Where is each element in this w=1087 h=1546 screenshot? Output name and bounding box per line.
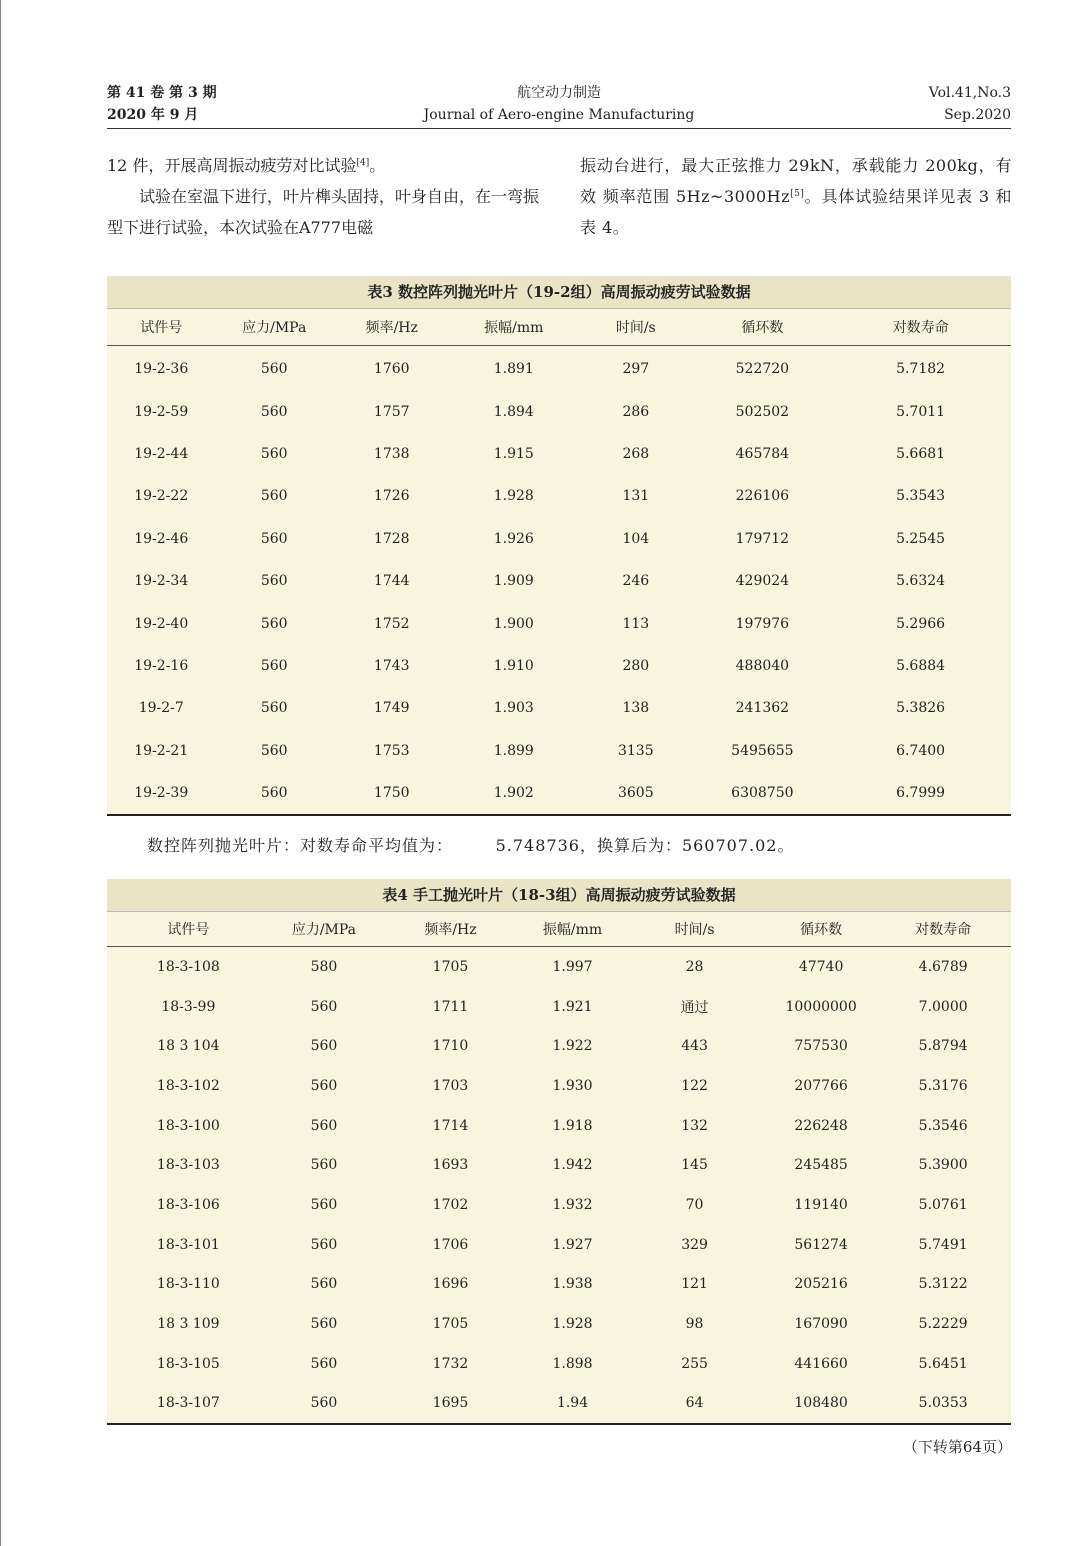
- paragraph-text: 12 件，开展高周振动疲劳对比试验: [107, 156, 357, 175]
- table-cell: 18-3-106: [156, 1196, 220, 1213]
- table-3-title: 表3 数控阵列抛光叶片（19-2组）高周振动疲劳试验数据: [107, 276, 1011, 309]
- table-cell: 64: [685, 1395, 704, 1412]
- table-cell: 329: [681, 1236, 708, 1253]
- table-cell: 560: [310, 1236, 338, 1253]
- table-cell: 145: [681, 1157, 708, 1174]
- table-cell: 19-2-59: [134, 403, 189, 420]
- header-right: [929, 82, 1011, 126]
- table-cell: 18-3-101: [156, 1236, 220, 1253]
- column-header: 时间/s: [577, 309, 695, 346]
- table-cell: 18 3 104: [157, 1038, 220, 1055]
- table-cell: 1.997: [552, 958, 593, 975]
- table-cell: 429024: [735, 573, 790, 590]
- table-cell: 443: [681, 1038, 708, 1055]
- paragraph-continued: [107, 150, 539, 181]
- table-cell: 5.7182: [896, 361, 946, 378]
- table-cell: 207766: [794, 1077, 848, 1094]
- table-cell: 522720: [735, 361, 790, 378]
- table-cell: 1695: [432, 1395, 469, 1412]
- table-cell: 560: [260, 530, 288, 547]
- table-cell: 5495655: [731, 742, 794, 759]
- header-volume: 第 41 卷 第 3 期: [107, 85, 217, 101]
- table-cell: 1702: [432, 1196, 469, 1213]
- table-cell: 1.930: [552, 1077, 593, 1094]
- table-row: [107, 1225, 1011, 1265]
- table-row: [107, 687, 1011, 729]
- table-cell: 1.898: [552, 1355, 593, 1372]
- table-cell: 10000000: [785, 998, 857, 1015]
- table-cell: 1693: [432, 1157, 469, 1174]
- table-row: [107, 1344, 1011, 1384]
- table-cell: 5.3543: [896, 488, 946, 505]
- table-cell: 5.7011: [896, 403, 946, 420]
- column-header: 频率/Hz: [378, 912, 523, 947]
- table-cell: 1.927: [552, 1236, 593, 1253]
- table-cell: 167090: [794, 1316, 848, 1333]
- table-cell: 1.903: [493, 700, 534, 717]
- table-row: [107, 433, 1011, 475]
- table-cell: 1714: [432, 1117, 469, 1134]
- table-cell: 131: [622, 488, 650, 505]
- column-header: 应力/MPa: [215, 309, 333, 346]
- table-cell: 19-2-44: [134, 445, 189, 462]
- page-border: [0, 0, 1, 1546]
- paragraph-text-end: 。: [369, 156, 386, 175]
- table-cell: 1703: [432, 1077, 469, 1094]
- table-3-body: [107, 346, 1011, 815]
- table-cell: 5.7491: [918, 1236, 968, 1253]
- table-cell: 108480: [794, 1395, 848, 1412]
- table-cell: 47740: [798, 958, 844, 975]
- table-cell: 1743: [373, 657, 410, 674]
- continued-note: （下转第64页）: [902, 1438, 1012, 1456]
- summary-line: 数控阵列抛光叶片：对数寿命平均值为： 5.748736，换算后为：560707.02。: [147, 836, 795, 855]
- header-center: [107, 82, 1011, 126]
- table-cell: 5.2229: [918, 1316, 968, 1333]
- table-cell: 5.2545: [896, 530, 946, 547]
- table-row: [107, 1265, 1011, 1305]
- table-cell: 1757: [373, 403, 410, 420]
- table-cell: 226248: [794, 1117, 848, 1134]
- table-cell: 560: [310, 998, 338, 1015]
- table-cell: 560: [310, 1395, 338, 1412]
- table-row: [107, 987, 1011, 1027]
- header-date-en: Sep.2020: [944, 107, 1011, 123]
- table-cell: 通过: [680, 999, 709, 1016]
- table-cell: 1.938: [552, 1276, 593, 1293]
- table-3: [107, 276, 1011, 816]
- table-row: [107, 1026, 1011, 1066]
- table-row: [107, 390, 1011, 432]
- table-cell: 7.0000: [918, 998, 968, 1015]
- journal-title-en: Journal of Aero-engine Manufacturing: [423, 107, 695, 123]
- table-row: [107, 602, 1011, 644]
- table-row: [107, 560, 1011, 602]
- table-cell: 560: [260, 488, 288, 505]
- column-header: 对数寿命: [875, 912, 1011, 947]
- table-cell: 119140: [794, 1196, 848, 1213]
- table-cell: 560: [310, 1316, 338, 1333]
- table-cell: 1.932: [552, 1196, 593, 1213]
- table-cell: 1726: [373, 488, 410, 505]
- column-header: 对数寿命: [830, 309, 1011, 346]
- table-cell: 560: [260, 785, 288, 802]
- table-cell: 1738: [373, 445, 410, 462]
- table-cell: 560: [260, 573, 288, 590]
- table-3-grid: [107, 309, 1011, 814]
- table-cell: 19-2-16: [134, 657, 189, 674]
- table-cell: 560: [260, 445, 288, 462]
- table-cell: 1.909: [493, 573, 534, 590]
- table-cell: 98: [685, 1316, 704, 1333]
- column-header: 试件号: [107, 309, 215, 346]
- table-cell: 1749: [373, 700, 410, 717]
- table-row: [107, 947, 1011, 987]
- table-cell: 18-3-108: [156, 958, 220, 975]
- table-row: [107, 475, 1011, 517]
- column-header: 循环数: [695, 309, 831, 346]
- table-cell: 1728: [373, 530, 410, 547]
- table-cell: 1.899: [493, 742, 534, 759]
- table-cell: 560: [310, 1196, 338, 1213]
- table-cell: 6.7999: [896, 785, 946, 802]
- table-row: [107, 1106, 1011, 1146]
- header-rule: [107, 128, 1011, 129]
- table-cell: 255: [681, 1355, 708, 1372]
- table-cell: 560: [260, 403, 288, 420]
- table-row: [107, 1185, 1011, 1225]
- table-cell: 1705: [432, 958, 469, 975]
- table-cell: 1.928: [552, 1316, 593, 1333]
- table-cell: 122: [681, 1077, 708, 1094]
- table-cell: 560: [310, 1276, 338, 1293]
- table-cell: 465784: [735, 445, 790, 462]
- table-4-body: [107, 947, 1011, 1424]
- table-cell: 5.8794: [918, 1038, 968, 1055]
- table-cell: 1.942: [552, 1157, 593, 1174]
- table-cell: 1705: [432, 1316, 469, 1333]
- table-cell: 1.902: [493, 785, 534, 802]
- table-cell: 1.894: [493, 403, 534, 420]
- table-cell: 1744: [373, 573, 410, 590]
- table-cell: 5.3826: [896, 700, 946, 717]
- citation-ref: [5]: [790, 189, 805, 199]
- table-cell: 18-3-100: [156, 1117, 220, 1134]
- table-cell: 286: [622, 403, 650, 420]
- table-row: [107, 1145, 1011, 1185]
- table-cell: 560: [310, 1117, 338, 1134]
- table-cell: 1.922: [552, 1038, 593, 1055]
- table-cell: 18-3-105: [156, 1355, 220, 1372]
- table-cell: 28: [685, 958, 704, 975]
- table-cell: 241362: [735, 700, 790, 717]
- table-cell: 268: [622, 445, 650, 462]
- table-cell: 560: [310, 1355, 338, 1372]
- table-row: [107, 1304, 1011, 1344]
- table-cell: 488040: [735, 657, 790, 674]
- table-cell: 560: [260, 657, 288, 674]
- table-cell: 19-2-21: [134, 742, 189, 759]
- table-cell: 1696: [432, 1276, 469, 1293]
- table-cell: 1750: [373, 785, 410, 802]
- table-row: [107, 346, 1011, 391]
- column-header: 振幅/mm: [523, 912, 622, 947]
- column-header: 循环数: [767, 912, 875, 947]
- table-4-title: 表4 手工抛光叶片（18-3组）高周振动疲劳试验数据: [107, 879, 1011, 912]
- table-cell: 6.7400: [896, 742, 946, 759]
- table-cell: 1.928: [493, 488, 534, 505]
- table-cell: 70: [685, 1196, 704, 1213]
- table-cell: 1711: [432, 998, 469, 1015]
- table-cell: 560: [260, 615, 288, 632]
- table-header-row: [107, 912, 1011, 947]
- table-cell: 297: [622, 361, 650, 378]
- running-header: [107, 82, 1011, 128]
- table-cell: 19-2-39: [134, 785, 189, 802]
- table-cell: 4.6789: [918, 958, 968, 975]
- table-cell: 19-2-46: [134, 530, 189, 547]
- table-cell: 1.915: [493, 445, 534, 462]
- table-cell: 113: [622, 615, 650, 632]
- table-row: [107, 1384, 1011, 1424]
- table-cell: 5.0353: [918, 1395, 968, 1412]
- table-cell: 560: [310, 1157, 338, 1174]
- paragraph-test-setup: 试验在室温下进行，叶片榫头固持，叶身自由，在一弯振型下进行试验，本次试验在A777电磁: [107, 187, 540, 237]
- table-cell: 19-2-22: [134, 488, 189, 505]
- table-cell: 132: [681, 1117, 708, 1134]
- column-header: 应力/MPa: [270, 912, 378, 947]
- table-cell: 104: [622, 530, 650, 547]
- table-cell: 560: [260, 742, 288, 759]
- table-cell: 1.918: [552, 1117, 593, 1134]
- table-cell: 1.891: [493, 361, 534, 378]
- body-column-left: [107, 150, 539, 243]
- table-cell: 560: [260, 361, 288, 378]
- table-4-grid: [107, 912, 1011, 1423]
- table-header-row: [107, 309, 1011, 346]
- table-cell: 280: [622, 657, 650, 674]
- table-cell: 1752: [373, 615, 410, 632]
- table-cell: 502502: [735, 403, 790, 420]
- table-cell: 205216: [794, 1276, 848, 1293]
- table-cell: 138: [622, 700, 650, 717]
- table-cell: 5.6884: [896, 657, 946, 674]
- citation-ref: [4]: [356, 158, 370, 168]
- table-cell: 560: [310, 1077, 338, 1094]
- column-header: 频率/Hz: [333, 309, 451, 346]
- table-cell: 561274: [794, 1236, 848, 1253]
- table-cell: 18-3-99: [161, 998, 216, 1015]
- table-cell: 18-3-102: [156, 1077, 220, 1094]
- table-cell: 5.6324: [896, 573, 946, 590]
- table-cell: 5.0761: [918, 1196, 968, 1213]
- table-4: [107, 879, 1011, 1425]
- table-cell: 18-3-107: [156, 1395, 220, 1412]
- table-cell: 19-2-36: [134, 361, 189, 378]
- table-cell: 1753: [373, 742, 410, 759]
- table-cell: 560: [310, 1038, 338, 1055]
- table-cell: 1732: [432, 1355, 469, 1372]
- table-row: [107, 772, 1011, 814]
- table-cell: 757530: [794, 1038, 848, 1055]
- journal-title-cn: 航空动力制造: [517, 85, 601, 101]
- table-cell: 6308750: [731, 785, 794, 802]
- table-cell: 3605: [617, 785, 654, 802]
- table-cell: 1706: [432, 1236, 469, 1253]
- table-cell: 1.94: [556, 1395, 589, 1412]
- body-column-right: [580, 150, 1012, 243]
- table-cell: 18 3 109: [157, 1316, 220, 1333]
- paragraph-right: [580, 150, 1012, 243]
- table-row: [107, 1066, 1011, 1106]
- header-vol-en: Vol.41,No.3: [928, 85, 1011, 101]
- table-cell: 197976: [735, 615, 790, 632]
- table-cell: 1.921: [552, 998, 593, 1015]
- column-header: 试件号: [107, 912, 270, 947]
- table-cell: 19-2-40: [134, 615, 189, 632]
- table-cell: 5.3546: [918, 1117, 968, 1134]
- table-cell: 560: [260, 700, 288, 717]
- header-date-cn: 2020 年 9 月: [107, 107, 199, 123]
- column-header: 振幅/mm: [451, 309, 578, 346]
- table-cell: 19-2-34: [134, 573, 189, 590]
- table-cell: 245485: [794, 1157, 848, 1174]
- paragraph-text-end: 。具体试验结果详见表 3 和表 4。: [580, 187, 1012, 237]
- table-cell: 1.926: [493, 530, 534, 547]
- table-cell: 179712: [735, 530, 790, 547]
- table-cell: 5.3176: [918, 1077, 968, 1094]
- table-cell: 1.910: [493, 657, 534, 674]
- table-cell: 580: [310, 958, 338, 975]
- table-row: [107, 645, 1011, 687]
- column-header: 时间/s: [622, 912, 767, 947]
- table-cell: 5.2966: [896, 615, 946, 632]
- table-row: [107, 730, 1011, 772]
- table-cell: 1710: [432, 1038, 469, 1055]
- table-cell: 19-2-7: [138, 700, 184, 717]
- table-cell: 246: [622, 573, 650, 590]
- table-cell: 1760: [373, 361, 410, 378]
- table-row: [107, 518, 1011, 560]
- table-cell: 226106: [735, 488, 790, 505]
- paragraph-text: 振动台进行，最大正弦推力 29kN，承载能力 200kg，有效 频率范围 5Hz~3000Hz: [580, 156, 1012, 206]
- table-cell: 1.900: [493, 615, 534, 632]
- table-cell: 18-3-103: [156, 1157, 220, 1174]
- table-cell: 5.3122: [918, 1276, 968, 1293]
- table-cell: 5.3900: [918, 1157, 968, 1174]
- table-cell: 121: [681, 1276, 708, 1293]
- table-cell: 5.6451: [918, 1355, 968, 1372]
- table-cell: 5.6681: [896, 445, 946, 462]
- table-cell: 441660: [794, 1355, 848, 1372]
- table-cell: 3135: [617, 742, 654, 759]
- table-cell: 18-3-110: [156, 1276, 220, 1293]
